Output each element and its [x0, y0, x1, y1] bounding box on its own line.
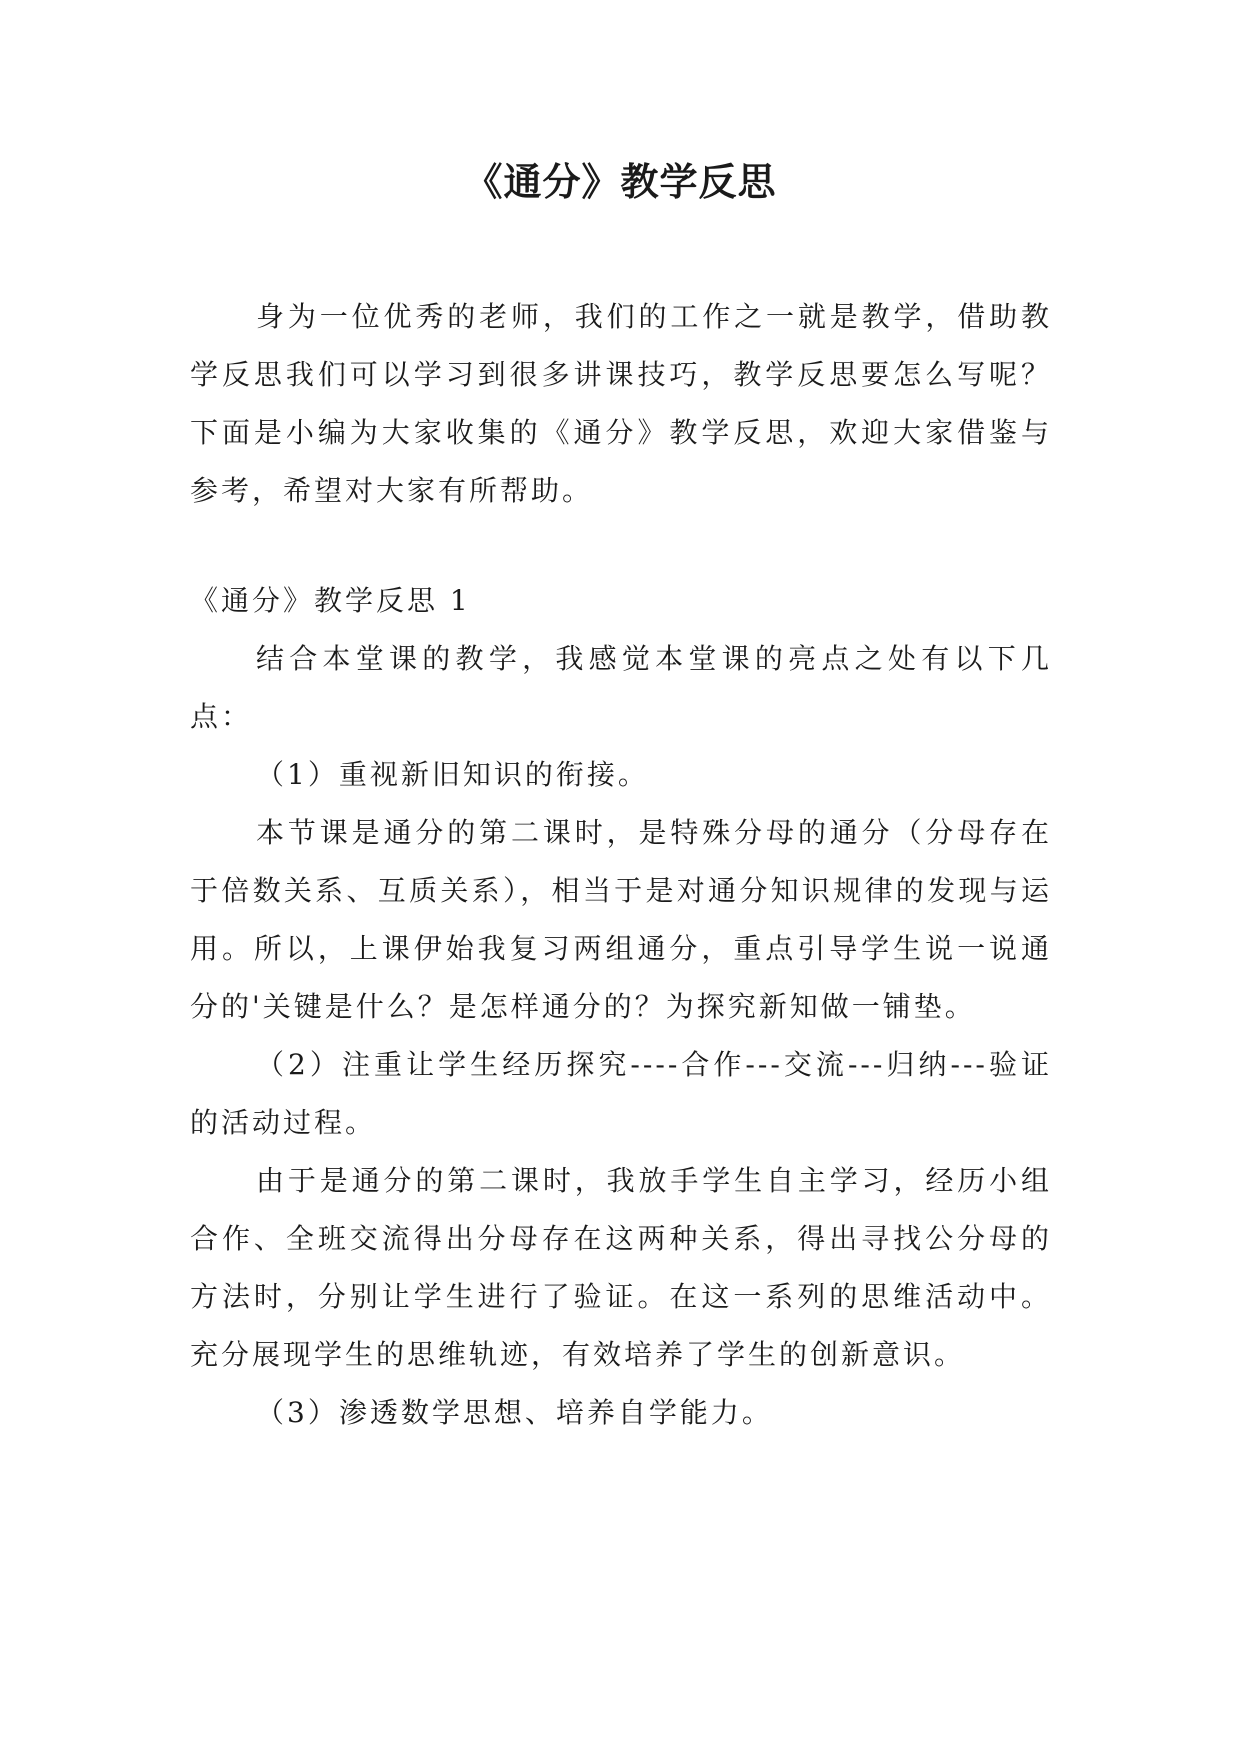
section-heading: 《通分》教学反思 1: [190, 584, 471, 617]
intro-paragraph: 身为一位优秀的老师，我们的工作之一就是教学，借助教学反思我们可以学习到很多讲课技巧，教学反思要怎么写呢？下面是小编为大家收集的《通分》教学反思，欢迎大家借鉴与参考，希望对大家有所帮助。: [190, 300, 1052, 507]
document-title: 《通分》教学反思: [464, 160, 777, 204]
paragraph-gap: [190, 520, 1052, 572]
body-paragraph: 由于是通分的第二课时，我放手学生自主学习，经历小组合作、全班交流得出分母存在这两种关系，得出寻找公分母的方法时，分别让学生进行了验证。在这一系列的思维活动中。充分展现学生的思维轨迹，有效培养了学生的创新意识。: [190, 1164, 1052, 1371]
subheading-paragraph: （1）重视新旧知识的衔接。: [256, 758, 649, 791]
body-paragraph: 结合本堂课的教学，我感觉本堂课的亮点之处有以下几点：: [190, 642, 1052, 733]
subheading-paragraph: （2）注重让学生经历探究----合作---交流---归纳---验证的活动过程。: [190, 1048, 1052, 1139]
subheading-paragraph: （3）渗透数学思想、培养自学能力。: [256, 1396, 773, 1429]
body-paragraph: 本节课是通分的第二课时，是特殊分母的通分（分母存在于倍数关系、互质关系），相当于是对通分知识规律的发现与运用。所以，上课伊始我复习两组通分，重点引导学生说一说通分的'关键是什么？是怎样通分的？为探究新知做一铺垫。: [190, 816, 1052, 1023]
document-body: [190, 288, 1052, 1442]
